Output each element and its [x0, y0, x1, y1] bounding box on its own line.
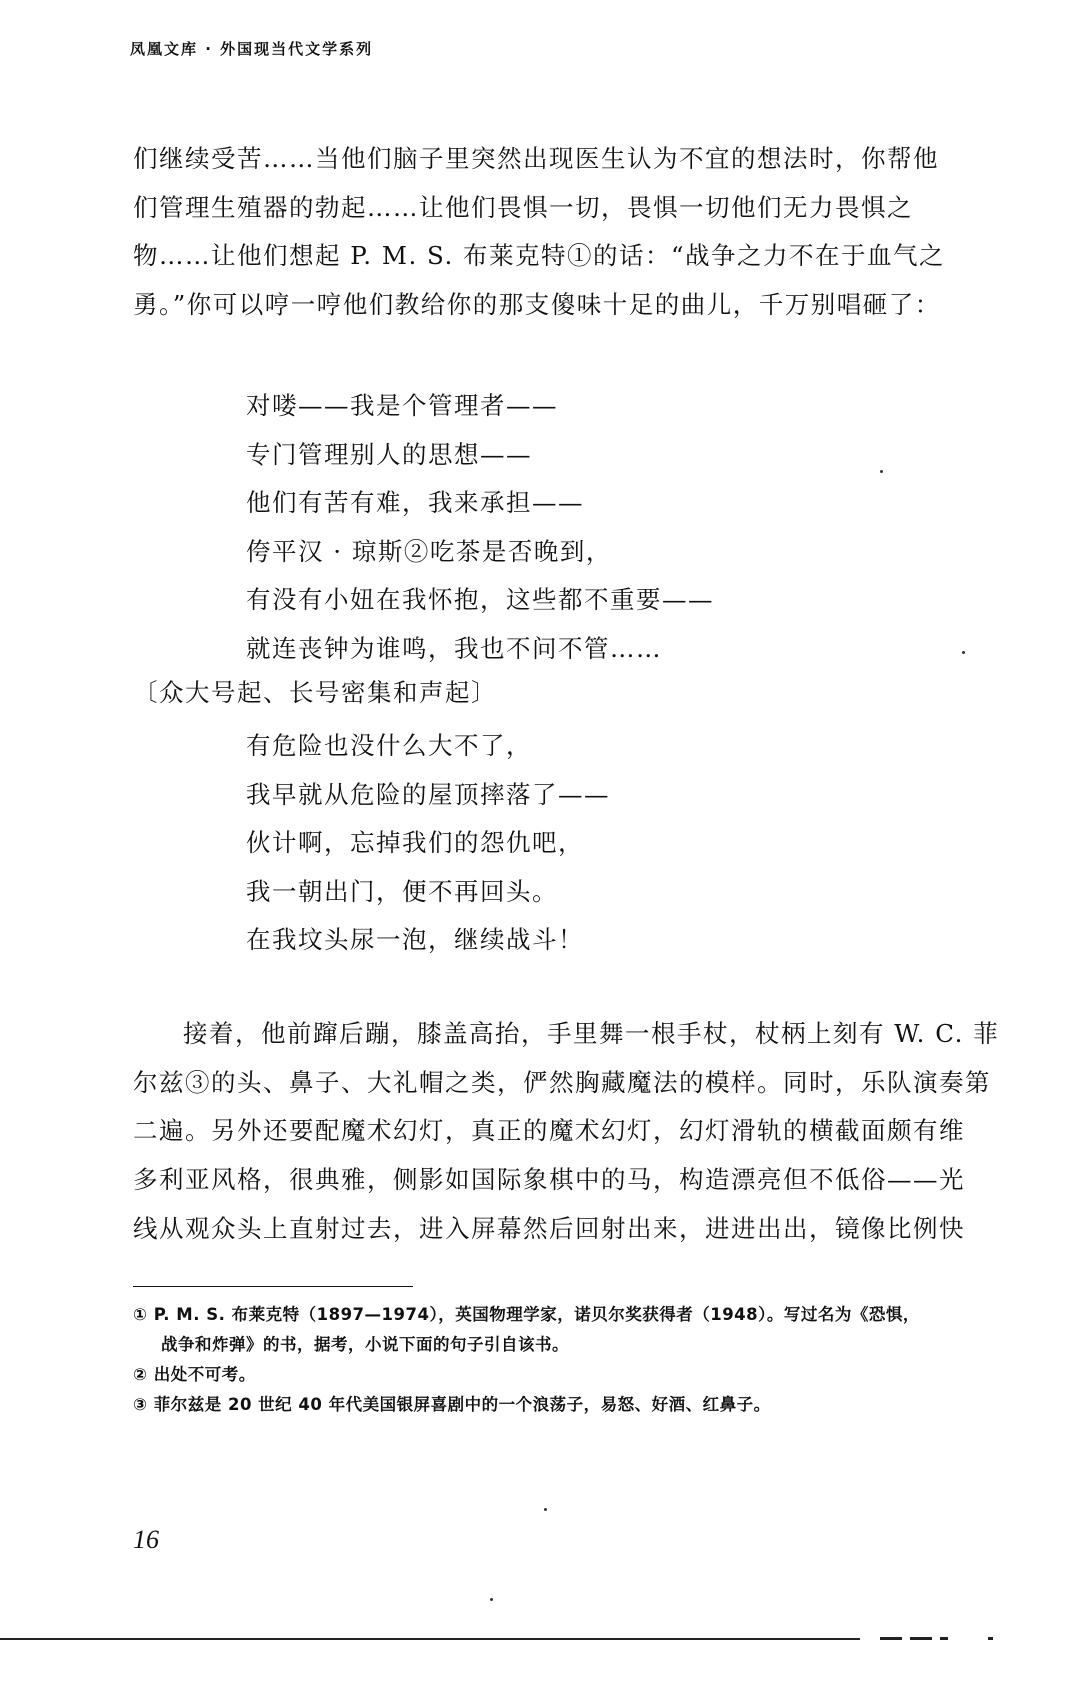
- paragraph-body: [133, 1010, 1000, 1254]
- paragraph-line: 物……让他们想起 P. M. S. 布莱克特①的话：“战争之力不在于血气之: [133, 241, 946, 271]
- scan-speck: [880, 470, 883, 473]
- verse-line: 有危险也没什么大不了，: [246, 731, 532, 760]
- scan-edge-mark: [940, 1637, 948, 1640]
- paragraph-line: 们继续受苦……当他们脑子里突然出现医生认为不宜的想法时，你帮他: [133, 144, 939, 173]
- scan-edge-mark: [910, 1637, 932, 1640]
- verse-line: 专门管理别人的思想——: [246, 439, 532, 469]
- verse-line: 我一朝出门，便不再回头。: [246, 876, 558, 906]
- song-verse-2: [246, 722, 610, 965]
- page-number: 16: [133, 1525, 159, 1554]
- footnote-2: ② 出处不可考。: [133, 1365, 256, 1384]
- scan-speck: [544, 1508, 547, 1511]
- scan-speck: [490, 1598, 493, 1601]
- verse-line: 在我坟头尿一泡，继续战斗！: [246, 925, 584, 954]
- paragraph-line: 接着，他前蹿后蹦，膝盖高抬，手里舞一根手杖，杖柄上刻有 W. C. 菲: [183, 1019, 1000, 1048]
- scan-edge-line: [0, 1638, 860, 1640]
- paragraph-continued: [133, 135, 957, 330]
- scan-edge-mark: [880, 1637, 902, 1640]
- verse-line: 我早就从危险的屋顶摔落了——: [246, 779, 610, 809]
- verse-line: 伙计啊，忘掉我们的怨仇吧，: [246, 828, 584, 857]
- paragraph-line: 二遍。另外还要配魔术幻灯，真正的魔术幻灯，幻灯滑轨的横截面颇有维: [133, 1116, 965, 1146]
- paragraph-line: 线从观众头上直射过去，进入屏幕然后回射出来，进进出出，镜像比例快: [133, 1213, 965, 1243]
- paragraph-line: 多利亚风格，很典雅，侧影如国际象棋中的马，构造漂亮但不低俗——光: [133, 1165, 965, 1195]
- verse-line: 侉平汉 · 琼斯②吃茶是否晚到，: [246, 536, 612, 566]
- footnote-3: ③ 菲尔兹是 20 世纪 40 年代美国银屏喜剧中的一个浪荡子，易怒、好酒、红鼻子。: [133, 1395, 771, 1414]
- stage-direction: 〔众大号起、长号密集和声起〕: [133, 678, 497, 707]
- verse-line: 对喽——我是个管理者——: [246, 391, 558, 420]
- verse-line: 有没有小妞在我怀抱，这些都不重要——: [246, 585, 714, 614]
- scan-edge-mark: [988, 1637, 993, 1640]
- footnote-divider: [133, 1286, 413, 1287]
- verse-line: 就连丧钟为谁鸣，我也不问不管……: [246, 633, 662, 663]
- song-verse-1: [246, 382, 714, 673]
- scan-speck: [962, 651, 965, 654]
- running-header: 凤凰文库 · 外国现当代文学系列: [130, 40, 374, 58]
- paragraph-line: 们管理生殖器的勃起……让他们畏惧一切，畏惧一切他们无力畏惧之: [133, 192, 913, 222]
- verse-line: 他们有苦有难，我来承担——: [246, 488, 584, 517]
- footnote-1-continued: 战争和炸弹》的书，据考，小说下面的句子引自该书。: [161, 1335, 569, 1354]
- footnote-1: ① P. M. S. 布莱克特（1897—1974），英国物理学家，诺贝尔奖获得者（1948）。写过名为《恐惧，: [133, 1305, 920, 1324]
- footnotes: [133, 1300, 963, 1420]
- paragraph-line: 尔兹③的头、鼻子、大礼帽之类，俨然胸藏魔法的模样。同时，乐队演奏第: [133, 1067, 991, 1097]
- paragraph-line: 勇。”你可以哼一哼他们教给你的那支傻味十足的曲儿，千万别唱砸了：: [133, 290, 941, 320]
